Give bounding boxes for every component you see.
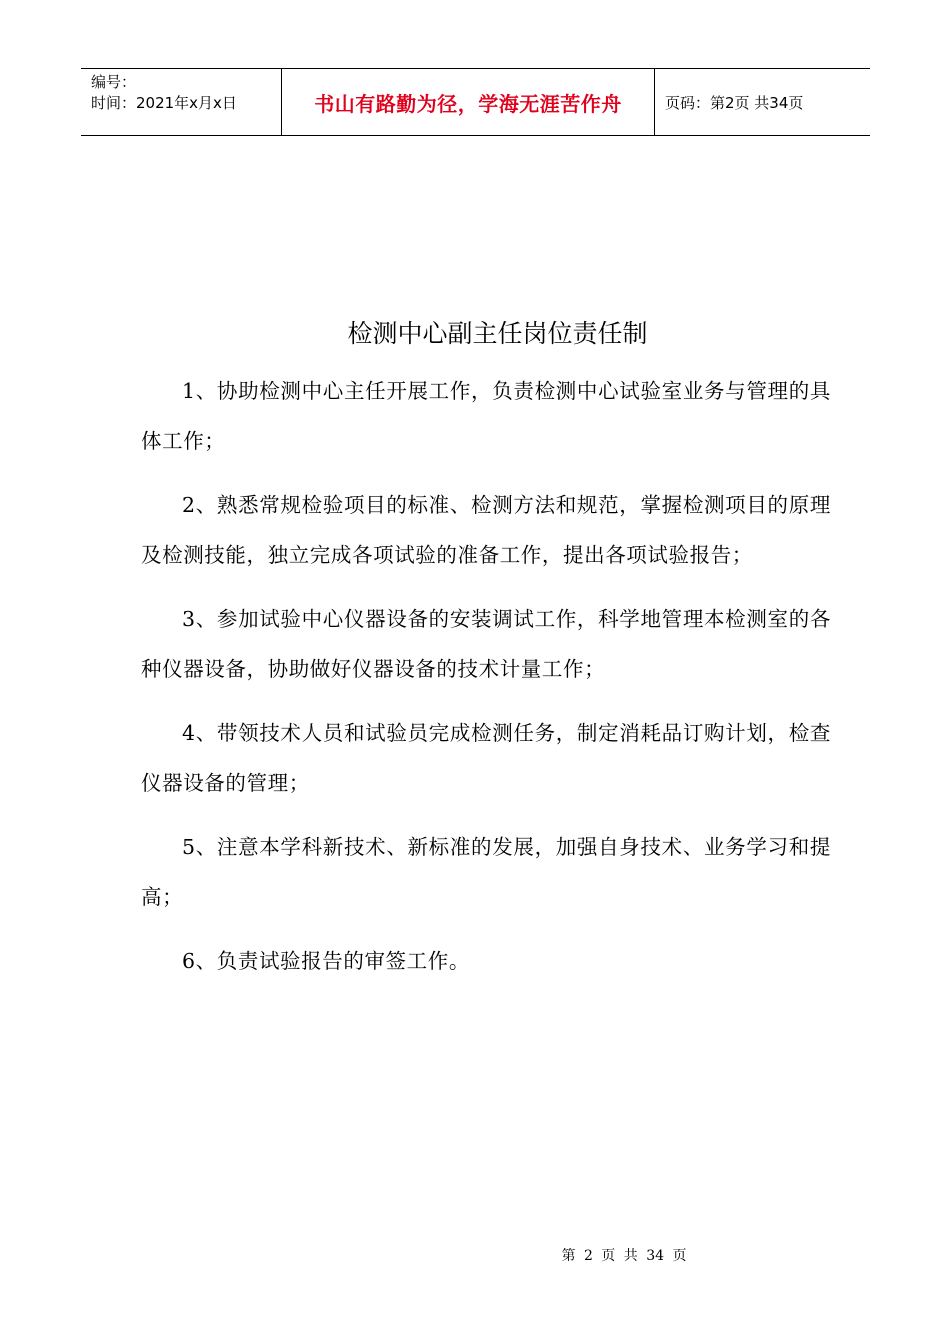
paragraph: 5、注意本学科新技术、新标准的发展，加强自身技术、业务学习和提高； bbox=[141, 835, 831, 909]
paragraph: 2、熟悉常规检验项目的标准、检测方法和规范，掌握检测项目的原理及检测技能，独立完成各项试验的准备工作，提出各项试验报告； bbox=[141, 493, 831, 567]
header-page-cell bbox=[655, 69, 870, 135]
document-number-label: 编号： bbox=[91, 73, 137, 91]
paragraph: 1、协助检测中心主任开展工作，负责检测中心试验室业务与管理的具体工作； bbox=[141, 379, 831, 453]
header-table bbox=[81, 68, 870, 136]
document-date: 时间：2021年x月x日 bbox=[91, 94, 237, 112]
paragraph: 3、参加试验中心仪器设备的安装调试工作，科学地管理本检测室的各种仪器设备，协助做好仪器设备的技术计量工作； bbox=[141, 607, 831, 681]
document-body bbox=[141, 366, 831, 1000]
document-title: 检测中心副主任岗位责任制 bbox=[347, 319, 648, 348]
paragraph: 6、负责试验报告的审签工作。 bbox=[182, 949, 470, 973]
header-page-code: 页码：第2页 共34页 bbox=[665, 93, 804, 112]
header-motto-cell bbox=[282, 69, 655, 135]
page-footer: 第 2 页 共 34 页 bbox=[561, 1248, 687, 1264]
paragraph: 4、带领技术人员和试验员完成检测任务，制定消耗品订购计划，检查仪器设备的管理； bbox=[141, 721, 831, 795]
header-meta-cell bbox=[81, 69, 282, 135]
header-motto: 书山有路勤为径，学海无涯苦作舟 bbox=[314, 91, 622, 116]
